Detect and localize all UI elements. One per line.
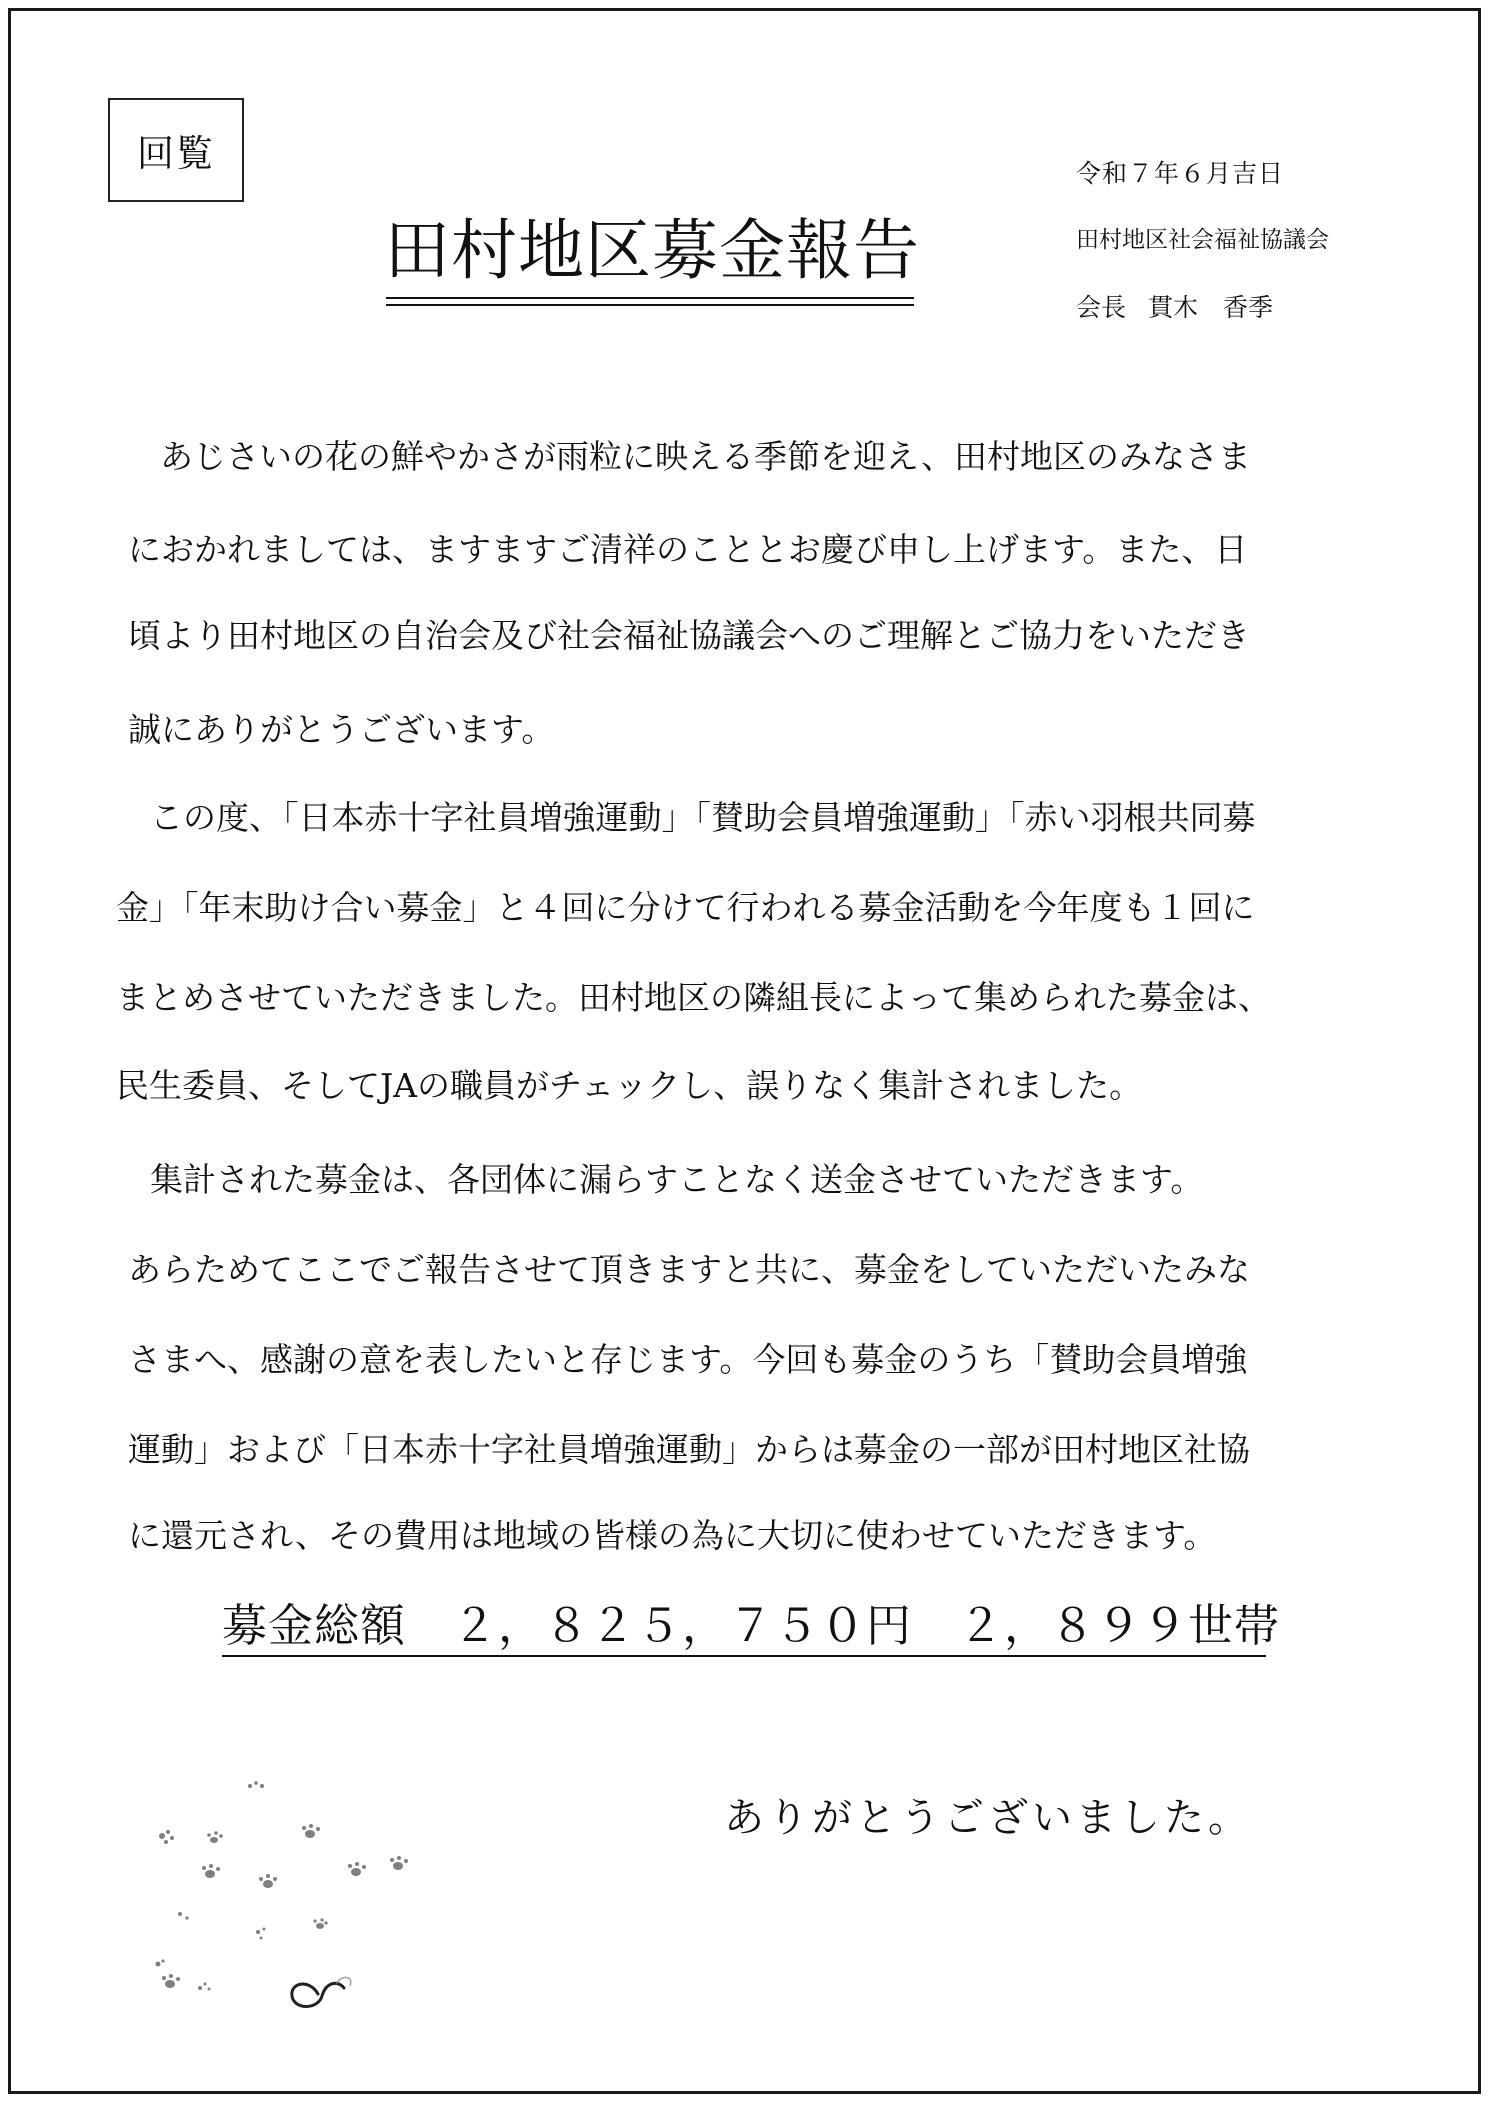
body-line: 運動」および「日本赤十字社員増強運動」からは募金の一部が田村地区社協: [128, 1430, 1250, 1469]
body-line: 誠にありがとうございます。: [128, 710, 555, 749]
title-double-underline: [386, 297, 914, 306]
body-line: まとめさせていただきました。田村地区の隣組長によって集められた募金は、: [116, 978, 1271, 1017]
body-line: あらためてここでご報告させて頂きますと共に、募金をしていただいたみな: [128, 1250, 1250, 1289]
body-line: さまへ、感謝の意を表したいと存じます。今回も募金のうち「賛助会員増強: [128, 1340, 1248, 1379]
body-line: 民生委員、そしてJAの職員がチェックし、誤りなく集計されました。: [116, 1066, 1143, 1105]
circular-label: 回覧: [108, 98, 244, 202]
body-line: あじさいの花の鮮やかさが雨粒に映える季節を迎え、田村地区のみなさま: [160, 437, 1251, 476]
chair-name: 貫木 香季: [1148, 293, 1274, 322]
animal-footprints-illustration: [140, 1774, 460, 2024]
body-line: この度、「日本赤十字社員増強運動」「賛助会員増強運動」「赤い羽根共同募: [150, 798, 1256, 837]
chair-signature: [1076, 288, 1273, 324]
body-line: に還元され、その費用は地域の皆様の為に大切に使わせていただきます。: [128, 1516, 1217, 1555]
body-line: 頃より田村地区の自治会及び社会福祉協議会へのご理解とご協力をいただき: [128, 616, 1250, 655]
chair-role: 会長: [1076, 293, 1127, 322]
donation-total: 募金総額 ２，８２５，７５０円 ２，８９９世帯: [222, 1599, 1281, 1652]
body-line: 集計された募金は、各団体に漏らすことなく送金させていただきます。: [150, 1160, 1204, 1199]
total-underline: [222, 1655, 1266, 1657]
organization-name: 田村地区社会福祉協議会: [1076, 227, 1329, 253]
issue-date: 令和７年６月吉日: [1076, 159, 1285, 188]
closing-thanks: ありがとうございました。: [724, 1795, 1252, 1841]
body-line: におかれましては、ますますご清祥のこととお慶び申し上げます。また、日: [128, 530, 1248, 569]
body-line: 金」「年末助け合い募金」と４回に分けて行われる募金活動を今年度も１回に: [116, 888, 1255, 927]
page-title: 田村地区募金報告: [384, 212, 920, 289]
